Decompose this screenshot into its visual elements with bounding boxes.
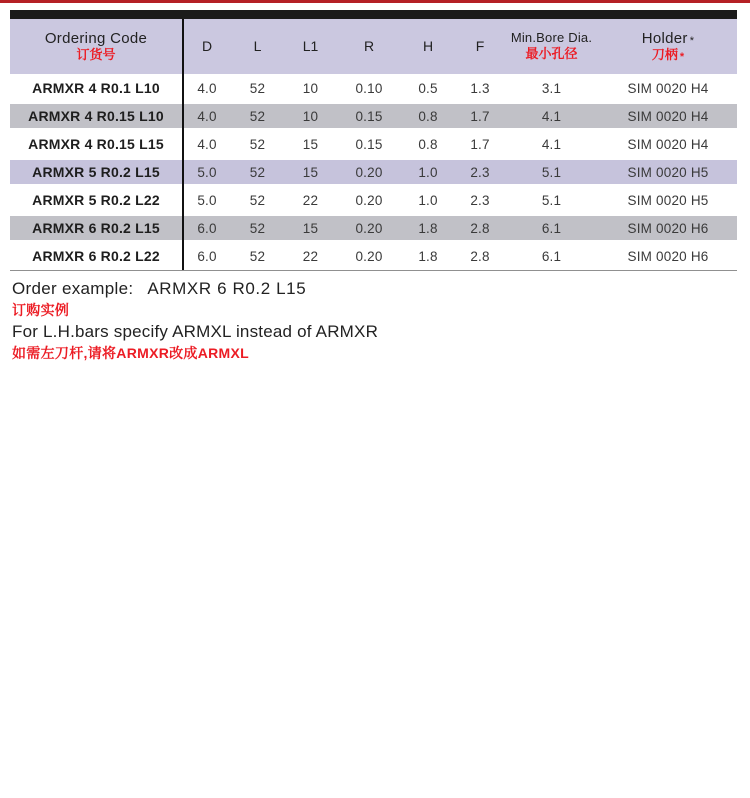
cell-value: 4.1 xyxy=(541,136,562,152)
cell-value: SIM 0020 H4 xyxy=(627,108,709,124)
order-example-value: ARMXR 6 R0.2 L15 xyxy=(147,279,307,298)
cell-value: 1.0 xyxy=(418,164,438,180)
cell-value: 0.5 xyxy=(418,80,438,96)
table-row xyxy=(10,242,737,270)
column-header-h xyxy=(400,38,456,54)
cell-value: 22 xyxy=(302,248,319,264)
cell-value: 6.1 xyxy=(541,220,562,236)
cell-value: 0.8 xyxy=(418,136,438,152)
left-hand-note-en: For L.H.bars specify ARMXL instead of ARMXR xyxy=(12,322,379,341)
column-header-r xyxy=(338,38,400,54)
cell-value: 22 xyxy=(302,192,319,208)
column-header-l xyxy=(232,38,283,54)
cell-value: 10 xyxy=(302,108,319,124)
column-header-l1 xyxy=(283,38,338,54)
cell-value: 52 xyxy=(249,220,266,236)
cell-value: 0.20 xyxy=(355,248,383,264)
column-label-en: F xyxy=(475,38,485,55)
cell-value: 10 xyxy=(302,80,319,96)
column-divider-line xyxy=(182,19,184,270)
cell-value: 4.0 xyxy=(197,80,217,96)
order-example-line xyxy=(12,279,750,299)
cell-value: 5.0 xyxy=(197,192,217,208)
cell-value: 5.1 xyxy=(541,164,562,180)
cell-value: SIM 0020 H6 xyxy=(627,248,709,264)
cell-value: 52 xyxy=(249,136,266,152)
cell-value: 15 xyxy=(302,136,319,152)
cell-value: 6.0 xyxy=(197,248,217,264)
product-table xyxy=(10,10,737,271)
catalog-page xyxy=(0,0,750,363)
cell-ordering-code: ARMXR 5 R0.2 L22 xyxy=(32,192,160,208)
column-header-d xyxy=(182,38,232,54)
cell-value: 2.8 xyxy=(470,248,490,264)
cell-value: 0.10 xyxy=(355,80,383,96)
table-top-bar xyxy=(10,10,737,19)
cell-value: SIM 0020 H4 xyxy=(627,80,709,96)
table-row xyxy=(10,158,737,186)
order-example-label-cn: 订购实例 xyxy=(12,302,70,318)
cell-value: 52 xyxy=(249,164,266,180)
table-row xyxy=(10,186,737,214)
cell-value: SIM 0020 H5 xyxy=(627,192,709,208)
left-hand-note-cn: 如需左刀杆,请将ARMXR改成ARMXL xyxy=(12,345,249,361)
column-header-ordering-code xyxy=(10,30,182,63)
column-label-en: Holder * xyxy=(641,29,695,47)
cell-value: 15 xyxy=(302,220,319,236)
cell-value: 5.0 xyxy=(197,164,217,180)
cell-value: 6.0 xyxy=(197,220,217,236)
cell-value: 1.3 xyxy=(470,80,490,96)
cell-value: 52 xyxy=(249,80,266,96)
cell-value: 4.1 xyxy=(541,108,562,124)
column-label-cn: 最小孔径 xyxy=(525,46,578,61)
table-row xyxy=(10,74,737,102)
column-label-en: R xyxy=(363,38,375,55)
column-label-en: H xyxy=(422,38,434,55)
cell-value: SIM 0020 H6 xyxy=(627,220,709,236)
column-header-f xyxy=(456,38,504,54)
cell-value: 0.20 xyxy=(355,192,383,208)
column-label-en: Ordering Code xyxy=(44,29,148,47)
table-header-row xyxy=(10,19,737,74)
cell-value: 3.1 xyxy=(541,80,562,96)
cell-ordering-code: ARMXR 4 R0.15 L15 xyxy=(28,136,164,152)
cell-value: SIM 0020 H4 xyxy=(627,136,709,152)
cell-ordering-code: ARMXR 4 R0.1 L10 xyxy=(32,80,160,96)
cell-value: 2.8 xyxy=(470,220,490,236)
cell-value: 0.8 xyxy=(418,108,438,124)
cell-value: 0.15 xyxy=(355,108,383,124)
cell-value: 5.1 xyxy=(541,192,562,208)
column-label-en: L1 xyxy=(302,38,319,55)
cell-value: 52 xyxy=(249,192,266,208)
column-label-en: D xyxy=(201,38,213,55)
column-label-cn: 刀柄 * xyxy=(651,47,685,64)
cell-value: 4.0 xyxy=(197,108,217,124)
cell-value: 1.7 xyxy=(470,136,490,152)
cell-value: 0.20 xyxy=(355,220,383,236)
cell-value: 1.8 xyxy=(418,248,438,264)
footnote-star: * xyxy=(679,51,685,64)
cell-value: 4.0 xyxy=(197,136,217,152)
column-label-en: Min.Bore Dia. xyxy=(510,30,593,46)
cell-ordering-code: ARMXR 6 R0.2 L22 xyxy=(32,248,160,264)
table-row xyxy=(10,130,737,158)
cell-value: 1.0 xyxy=(418,192,438,208)
order-example-label: Order example: xyxy=(12,279,134,298)
column-header-min-bore-dia xyxy=(504,31,599,62)
cell-value: 15 xyxy=(302,164,319,180)
cell-value: 0.20 xyxy=(355,164,383,180)
cell-ordering-code: ARMXR 4 R0.15 L10 xyxy=(28,108,164,124)
table-row xyxy=(10,214,737,242)
table-body xyxy=(10,74,737,271)
cell-value: 2.3 xyxy=(470,192,490,208)
cell-value: 0.15 xyxy=(355,136,383,152)
cell-value: 52 xyxy=(249,248,266,264)
cell-value: 52 xyxy=(249,108,266,124)
cell-ordering-code: ARMXR 5 R0.2 L15 xyxy=(32,164,160,180)
footer-notes xyxy=(12,279,750,363)
column-label-cn: 订货号 xyxy=(76,47,116,63)
table-row xyxy=(10,102,737,130)
cell-ordering-code: ARMXR 6 R0.2 L15 xyxy=(32,220,160,236)
footnote-star: * xyxy=(689,34,695,47)
column-header-holder xyxy=(599,30,737,63)
cell-value: 1.7 xyxy=(470,108,490,124)
page-top-rule xyxy=(0,0,750,3)
cell-value: 2.3 xyxy=(470,164,490,180)
cell-value: 1.8 xyxy=(418,220,438,236)
cell-value: SIM 0020 H5 xyxy=(627,164,709,180)
column-label-en: L xyxy=(253,38,262,55)
cell-value: 6.1 xyxy=(541,248,562,264)
